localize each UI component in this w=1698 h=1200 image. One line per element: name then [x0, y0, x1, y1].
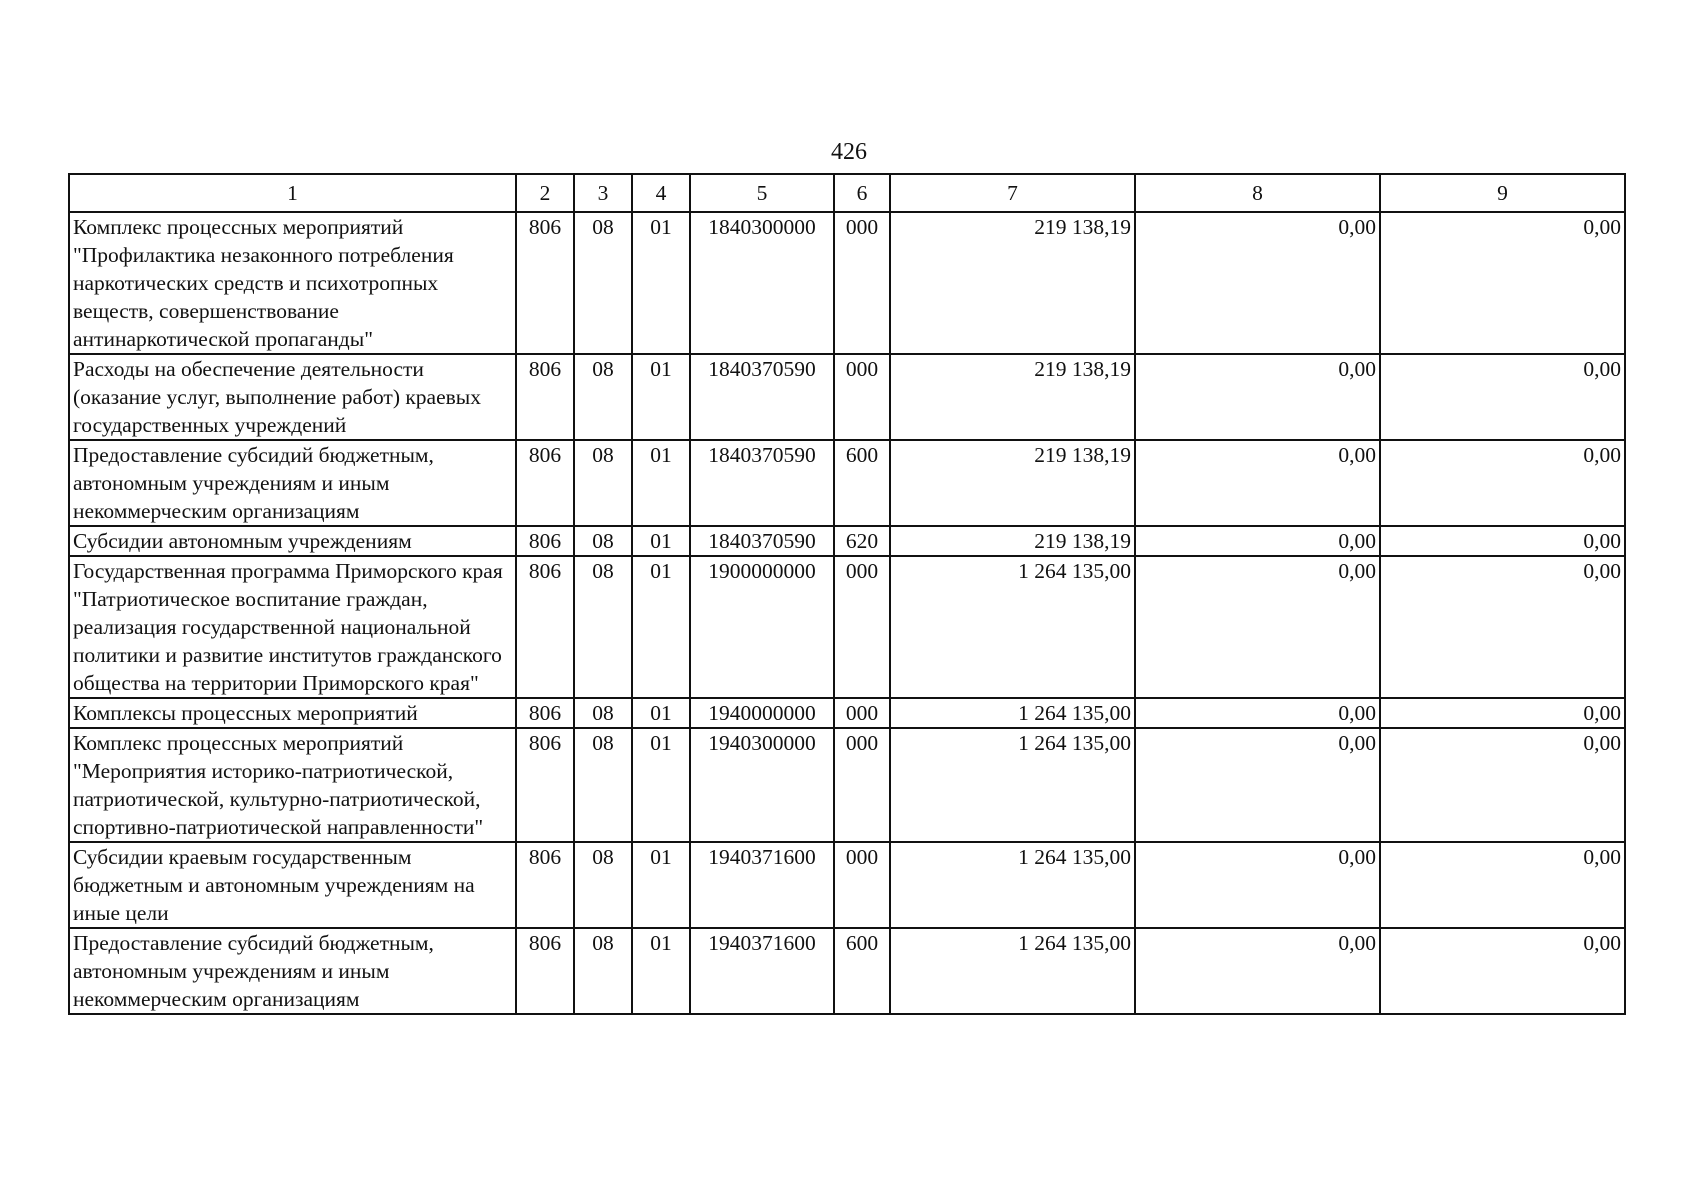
expense-type-code: 000 [834, 698, 890, 728]
section-code: 08 [574, 354, 632, 440]
table-row [69, 526, 1625, 556]
subsection-code: 01 [632, 728, 690, 842]
amount-col7: 219 138,19 [890, 212, 1135, 354]
amount-col9: 0,00 [1380, 728, 1625, 842]
target-article-code: 1940000000 [690, 698, 834, 728]
amount-col9: 0,00 [1380, 842, 1625, 928]
target-article-code: 1840370590 [690, 440, 834, 526]
amount-col8: 0,00 [1135, 928, 1380, 1014]
amount-col7: 1 264 135,00 [890, 728, 1135, 842]
column-header: 1 [69, 174, 516, 212]
amount-col8: 0,00 [1135, 212, 1380, 354]
expense-type-code: 000 [834, 728, 890, 842]
target-article-code: 1840370590 [690, 526, 834, 556]
expense-type-code: 000 [834, 556, 890, 698]
amount-col9: 0,00 [1380, 212, 1625, 354]
ministry-code: 806 [516, 556, 574, 698]
column-header: 6 [834, 174, 890, 212]
subsection-code: 01 [632, 526, 690, 556]
amount-col9: 0,00 [1380, 556, 1625, 698]
table-row [69, 440, 1625, 526]
row-name: Предоставление субсидий бюджетным, автономным учреждениям и иным некоммерческим организациям [69, 928, 516, 1014]
expense-type-code: 000 [834, 354, 890, 440]
expense-type-code: 600 [834, 928, 890, 1014]
section-code: 08 [574, 928, 632, 1014]
subsection-code: 01 [632, 842, 690, 928]
amount-col7: 219 138,19 [890, 440, 1135, 526]
page-number: 426 [831, 139, 867, 165]
amount-col9: 0,00 [1380, 928, 1625, 1014]
target-article-code: 1840370590 [690, 354, 834, 440]
subsection-code: 01 [632, 928, 690, 1014]
section-code: 08 [574, 440, 632, 526]
column-header: 2 [516, 174, 574, 212]
row-name: Комплексы процессных мероприятий [69, 698, 516, 728]
column-header: 3 [574, 174, 632, 212]
subsection-code: 01 [632, 354, 690, 440]
row-name: Расходы на обеспечение деятельности (оказание услуг, выполнение работ) краевых государственных учреждений [69, 354, 516, 440]
table-row [69, 556, 1625, 698]
expense-type-code: 600 [834, 440, 890, 526]
column-header: 8 [1135, 174, 1380, 212]
ministry-code: 806 [516, 928, 574, 1014]
subsection-code: 01 [632, 212, 690, 354]
amount-col9: 0,00 [1380, 354, 1625, 440]
table-row [69, 698, 1625, 728]
table-row [69, 728, 1625, 842]
amount-col7: 1 264 135,00 [890, 556, 1135, 698]
amount-col8: 0,00 [1135, 354, 1380, 440]
column-header: 4 [632, 174, 690, 212]
target-article-code: 1940300000 [690, 728, 834, 842]
table-row [69, 928, 1625, 1014]
amount-col8: 0,00 [1135, 526, 1380, 556]
ministry-code: 806 [516, 212, 574, 354]
amount-col7: 1 264 135,00 [890, 928, 1135, 1014]
row-name: Комплекс процессных мероприятий "Мероприятия историко-патриотической, патриотической, культурно-патриотической, спортивно-патриотической направленности" [69, 728, 516, 842]
section-code: 08 [574, 526, 632, 556]
row-name: Государственная программа Приморского края "Патриотическое воспитание граждан, реализация государственной национальной политики и развитие институтов гражданского общества на территории Приморского края" [69, 556, 516, 698]
target-article-code: 1900000000 [690, 556, 834, 698]
amount-col7: 219 138,19 [890, 526, 1135, 556]
expense-type-code: 000 [834, 842, 890, 928]
target-article-code: 1840300000 [690, 212, 834, 354]
subsection-code: 01 [632, 698, 690, 728]
ministry-code: 806 [516, 526, 574, 556]
column-header: 7 [890, 174, 1135, 212]
budget-table [68, 173, 1626, 1015]
expense-type-code: 620 [834, 526, 890, 556]
amount-col8: 0,00 [1135, 698, 1380, 728]
amount-col8: 0,00 [1135, 842, 1380, 928]
ministry-code: 806 [516, 440, 574, 526]
ministry-code: 806 [516, 842, 574, 928]
amount-col7: 1 264 135,00 [890, 698, 1135, 728]
amount-col7: 219 138,19 [890, 354, 1135, 440]
expense-type-code: 000 [834, 212, 890, 354]
header-row [69, 174, 1625, 212]
row-name: Комплекс процессных мероприятий "Профилактика незаконного потребления наркотических средств и психотропных веществ, совершенствование антинаркотической пропаганды" [69, 212, 516, 354]
amount-col9: 0,00 [1380, 698, 1625, 728]
row-name: Предоставление субсидий бюджетным, автономным учреждениям и иным некоммерческим организациям [69, 440, 516, 526]
section-code: 08 [574, 698, 632, 728]
column-header: 5 [690, 174, 834, 212]
table-row [69, 212, 1625, 354]
subsection-code: 01 [632, 440, 690, 526]
ministry-code: 806 [516, 354, 574, 440]
section-code: 08 [574, 556, 632, 698]
amount-col8: 0,00 [1135, 556, 1380, 698]
table-row [69, 354, 1625, 440]
row-name: Субсидии автономным учреждениям [69, 526, 516, 556]
amount-col8: 0,00 [1135, 440, 1380, 526]
row-name: Субсидии краевым государственным бюджетным и автономным учреждениям на иные цели [69, 842, 516, 928]
subsection-code: 01 [632, 556, 690, 698]
column-header: 9 [1380, 174, 1625, 212]
ministry-code: 806 [516, 698, 574, 728]
section-code: 08 [574, 842, 632, 928]
amount-col9: 0,00 [1380, 526, 1625, 556]
target-article-code: 1940371600 [690, 842, 834, 928]
section-code: 08 [574, 212, 632, 354]
table-row [69, 842, 1625, 928]
section-code: 08 [574, 728, 632, 842]
ministry-code: 806 [516, 728, 574, 842]
target-article-code: 1940371600 [690, 928, 834, 1014]
amount-col7: 1 264 135,00 [890, 842, 1135, 928]
amount-col9: 0,00 [1380, 440, 1625, 526]
amount-col8: 0,00 [1135, 728, 1380, 842]
